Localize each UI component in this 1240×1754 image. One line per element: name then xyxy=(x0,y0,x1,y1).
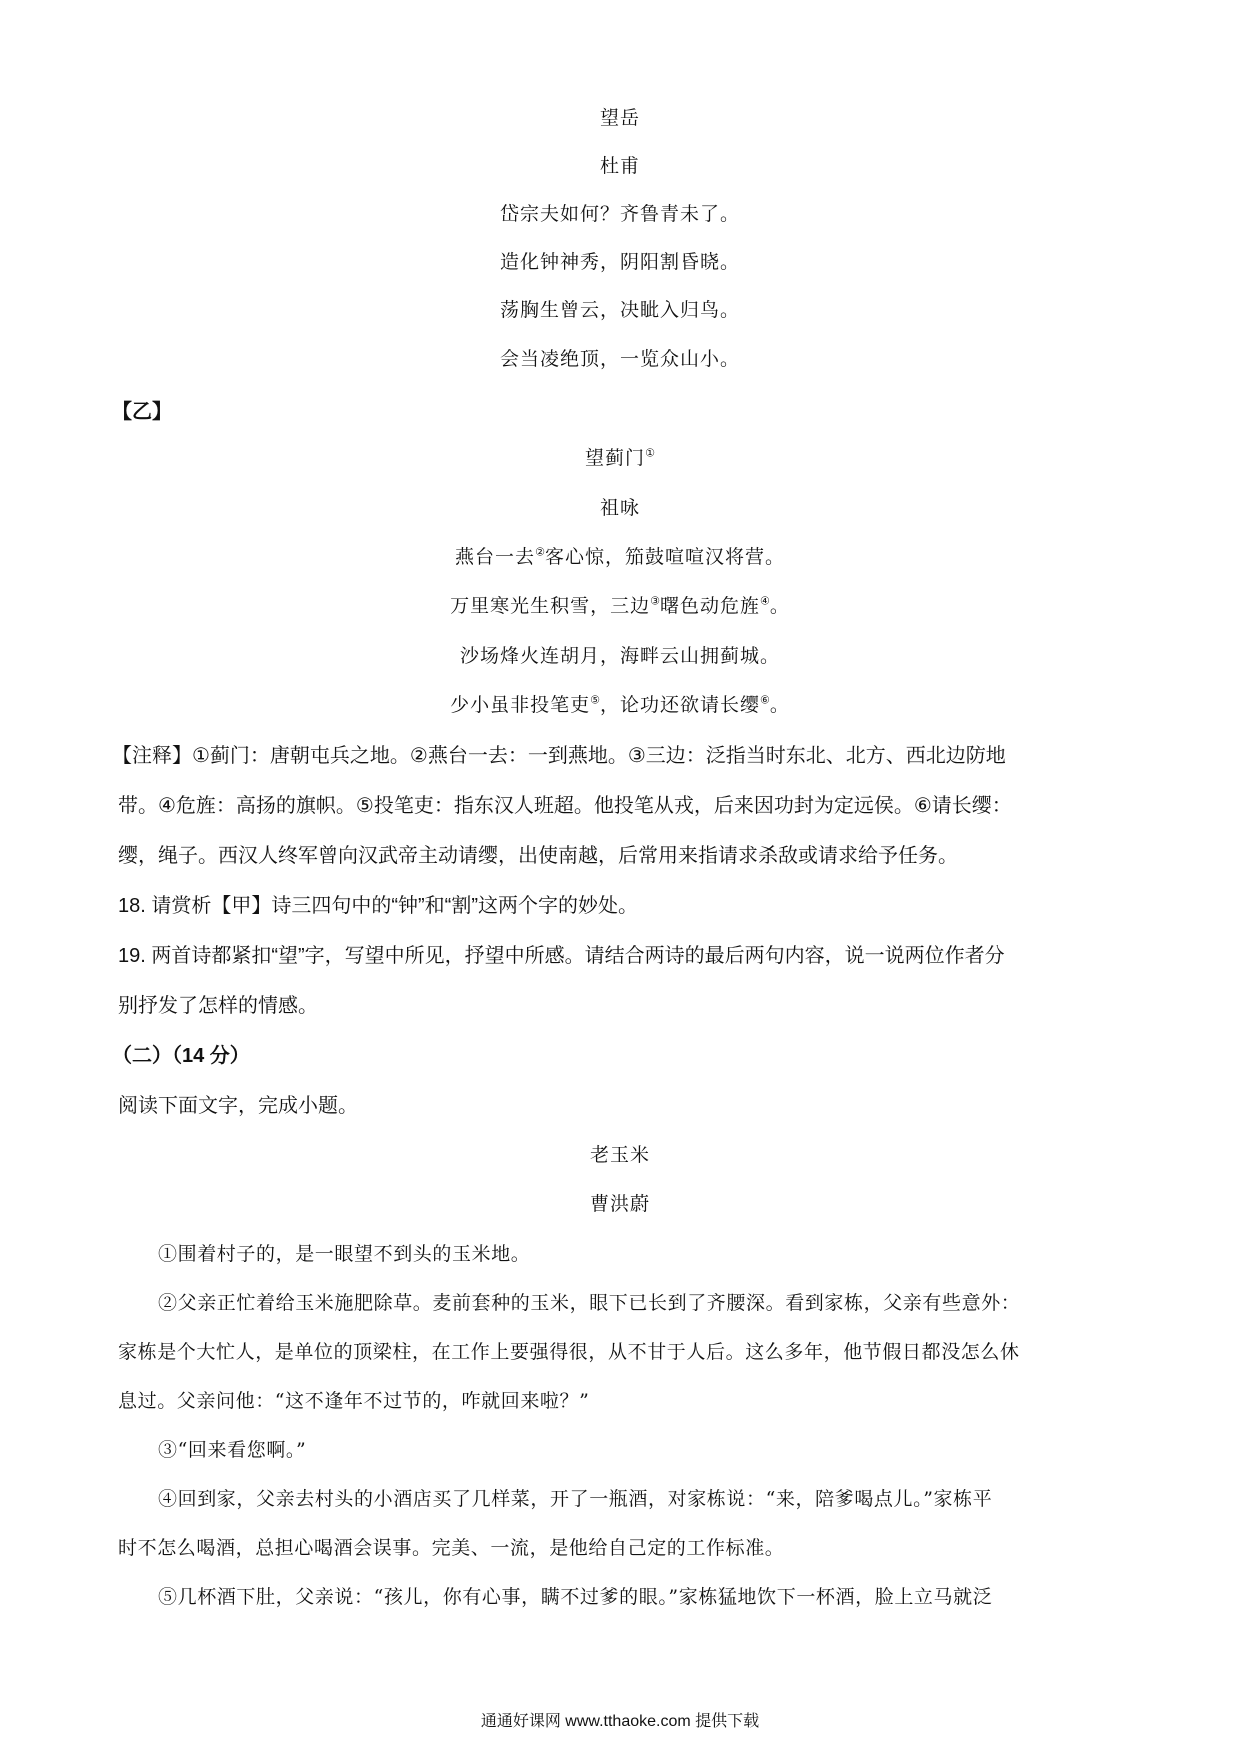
poem1-author: 杜甫 xyxy=(599,155,640,177)
story-title: 老玉米 xyxy=(589,1144,650,1166)
poem2-line-1-part-a: 燕台一去 xyxy=(455,546,536,568)
poem2-line-4-part-c: 。 xyxy=(769,694,790,716)
section-2-heading: （二）（14 分） xyxy=(112,1045,250,1067)
poem1-line-1: 岱宗夫如何？齐鲁青未了。 xyxy=(499,203,740,225)
footnote-marker: ② xyxy=(535,545,545,559)
annotation-line-2: 带。④危旌：高扬的旗帜。⑤投笔吏：指东汉人班超。他投笔从戎，后来因功封为定远侯。⑥请长缨： xyxy=(118,795,1012,817)
story-paragraph-4-line-1: ④回到家，父亲去村头的小酒店买了几样菜，开了一瓶酒，对家栋说：“来，陪爹喝点儿。”家栋平 xyxy=(158,1488,993,1510)
poem2-title-text: 望蓟门 xyxy=(585,447,646,469)
footnote-marker: ③ xyxy=(650,594,660,608)
poem2-line-4-part-b: ，论功还欲请长缨 xyxy=(599,694,760,716)
footnote-marker: ⑤ xyxy=(590,693,600,707)
annotation-line-3: 缨，绳子。西汉人终军曾向汉武帝主动请缨，出使南越，后常用来指请求杀敌或请求给予任务。 xyxy=(118,845,958,867)
question-19-line-1: 19. 两首诗都紧扣“望”字，写望中所见，抒望中所感。请结合两诗的最后两句内容，说一说两位作者分 xyxy=(118,945,1005,967)
poem2-line-2-part-a: 万里寒光生积雪，三边 xyxy=(450,595,651,617)
story-paragraph-2-line-2: 家栋是个大忙人，是单位的顶梁柱，在工作上要强得很，从不甘于人后。这么多年，他节假日都没怎么休 xyxy=(118,1341,1020,1363)
story-paragraph-5-line-1: ⑤几杯酒下肚，父亲说：“孩儿，你有心事，瞒不过爹的眼。”家栋猛地饮下一杯酒，脸上立马就泛 xyxy=(158,1586,993,1608)
section-yi-label: 【乙】 xyxy=(112,401,172,423)
poem2-line-3: 沙场烽火连胡月，海畔云山拥蓟城。 xyxy=(459,645,780,667)
footnote-marker: ⑥ xyxy=(760,693,770,707)
story-paragraph-3: ③“回来看您啊。” xyxy=(158,1439,307,1461)
question-18: 18. 请赏析【甲】诗三四句中的“钟”和“割”这两个字的妙处。 xyxy=(118,895,638,917)
footnote-marker: ① xyxy=(645,446,655,460)
poem1-line-2: 造化钟神秀，阴阳割昏晓。 xyxy=(499,251,740,273)
poem1-line-3: 荡胸生曾云，决眦入归鸟。 xyxy=(499,299,740,321)
poem2-line-4-part-a: 少小虽非投笔吏 xyxy=(450,694,591,716)
story-author: 曹洪蔚 xyxy=(589,1193,650,1215)
story-paragraph-2-line-3: 息过。父亲问他：“这不逢年不过节的，咋就回来啦？” xyxy=(118,1390,590,1412)
poem2-line-2 xyxy=(0,594,1240,618)
footer-watermark: 通通好课网 www.tthaoke.com 提供下载 xyxy=(480,1713,760,1730)
footnote-marker: ④ xyxy=(760,594,770,608)
section-2-instruction: 阅读下面文字，完成小题。 xyxy=(118,1095,358,1117)
poem1-line-4: 会当凌绝顶，一览众山小。 xyxy=(499,348,740,370)
question-19-line-2: 别抒发了怎样的情感。 xyxy=(118,995,318,1017)
poem1-title: 望岳 xyxy=(599,107,640,129)
poem2-author: 祖咏 xyxy=(599,497,640,519)
story-paragraph-4-line-2: 时不怎么喝酒，总担心喝酒会误事。完美、一流，是他给自己定的工作标准。 xyxy=(118,1537,785,1559)
poem2-line-4 xyxy=(0,693,1240,717)
story-paragraph-1: ①围着村子的，是一眼望不到头的玉米地。 xyxy=(158,1243,531,1265)
poem2-line-2-part-b: 曙色动危旌 xyxy=(659,595,760,617)
story-paragraph-2-line-1: ②父亲正忙着给玉米施肥除草。麦前套种的玉米，眼下已长到了齐腰深。看到家栋，父亲有些意外： xyxy=(158,1292,1021,1314)
annotation-line-1: 【注释】①蓟门：唐朝屯兵之地。②燕台一去：一到燕地。③三边：泛指当时东北、北方、西北边防地 xyxy=(112,745,1006,767)
poem2-line-1 xyxy=(0,545,1240,569)
poem2-line-1-part-b: 客心惊，笳鼓喧喧汉将营。 xyxy=(544,546,785,568)
poem2-title xyxy=(0,446,1240,470)
poem2-line-2-part-c: 。 xyxy=(769,595,790,617)
